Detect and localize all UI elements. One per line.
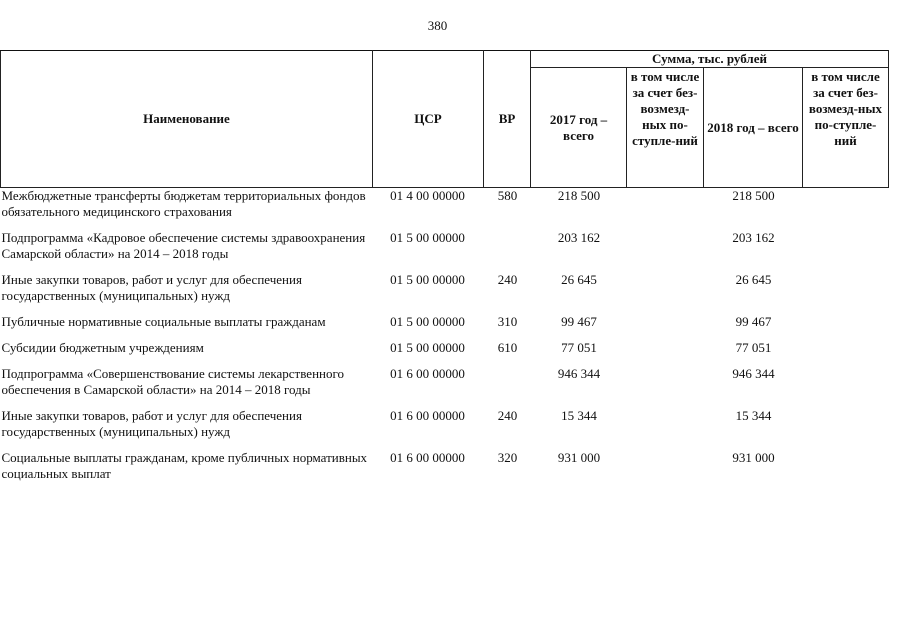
table-row — [1, 366, 889, 408]
table-row — [1, 230, 889, 272]
row-csr: 01 5 00 00000 — [390, 272, 465, 287]
row-2017-total: 99 467 — [561, 314, 597, 329]
row-2017-gratuitous — [627, 272, 704, 314]
row-2018-total: 15 344 — [735, 408, 772, 423]
row-2018-gratuitous — [803, 314, 889, 340]
row-csr: 01 6 00 00000 — [390, 408, 465, 423]
row-vr — [484, 230, 531, 272]
row-name: Межбюджетные трансферты бюджетам территориальных фондов обязательного медицинского страхования — [1, 188, 366, 219]
row-2017-gratuitous — [627, 408, 704, 450]
table-row — [1, 450, 889, 492]
header-csr: ЦСР — [373, 51, 484, 188]
row-csr: 01 5 00 00000 — [390, 230, 465, 245]
row-name: Иные закупки товаров, работ и услуг для обеспечения государственных (муниципальных) нужд — [1, 272, 302, 303]
row-2018-gratuitous — [803, 188, 889, 231]
row-vr: 240 — [497, 272, 518, 287]
header-2018-gratuitous: в том числе за счет без-возмезд-ных по-ступле-ний — [803, 68, 889, 188]
row-2018-gratuitous — [803, 366, 889, 408]
row-name: Социальные выплаты гражданам, кроме публичных нормативных социальных выплат — [1, 450, 368, 481]
header-sum: Сумма, тыс. рублей — [531, 51, 889, 68]
row-2018-total: 26 645 — [735, 272, 772, 287]
row-2017-gratuitous — [627, 450, 704, 492]
row-csr: 01 6 00 00000 — [390, 366, 465, 381]
row-2017-total: 218 500 — [557, 188, 601, 203]
budget-table — [0, 50, 889, 492]
row-csr: 01 5 00 00000 — [390, 314, 465, 329]
row-name: Публичные нормативные социальные выплаты гражданам — [1, 314, 326, 329]
table-row — [1, 272, 889, 314]
header-2017-total: 2017 год – всего — [531, 68, 627, 188]
row-csr: 01 6 00 00000 — [390, 450, 465, 465]
row-2018-total: 203 162 — [732, 230, 775, 245]
row-vr: 610 — [497, 340, 518, 355]
page-number: 380 — [427, 18, 448, 33]
row-2017-gratuitous — [627, 230, 704, 272]
row-name: Иные закупки товаров, работ и услуг для обеспечения государственных (муниципальных) нужд — [1, 408, 302, 439]
header-name: Наименование — [1, 51, 373, 188]
row-2018-total: 946 344 — [732, 366, 775, 381]
row-2017-total: 77 051 — [561, 340, 597, 355]
table-row — [1, 408, 889, 450]
row-2017-gratuitous — [627, 314, 704, 340]
row-2017-total: 931 000 — [557, 450, 601, 465]
row-2018-gratuitous — [803, 450, 889, 492]
row-csr: 01 5 00 00000 — [390, 340, 465, 355]
row-2018-gratuitous — [803, 272, 889, 314]
row-2017-gratuitous — [627, 366, 704, 408]
table-row — [1, 188, 889, 231]
row-2017-total: 26 645 — [561, 272, 597, 287]
row-2018-gratuitous — [803, 230, 889, 272]
row-vr — [484, 366, 531, 408]
row-vr: 320 — [497, 450, 518, 465]
row-2017-total: 15 344 — [561, 408, 597, 423]
row-2018-total: 218 500 — [732, 188, 775, 203]
row-2018-total: 77 051 — [735, 340, 772, 355]
row-csr: 01 4 00 00000 — [390, 188, 465, 203]
header-2018-total: 2018 год – всего — [704, 68, 803, 188]
row-name: Подпрограмма «Кадровое обеспечение системы здравоохранения Самарской области» на 2014 – 2018 годы — [1, 230, 366, 261]
row-vr: 310 — [497, 314, 518, 329]
row-name: Субсидии бюджетным учреждениям — [1, 340, 204, 355]
header-vr: ВР — [484, 51, 531, 188]
row-2018-gratuitous — [803, 408, 889, 450]
row-2018-total: 931 000 — [732, 450, 775, 465]
table-row — [1, 314, 889, 340]
row-2018-total: 99 467 — [735, 314, 772, 329]
row-vr: 580 — [497, 188, 518, 203]
row-vr: 240 — [497, 408, 518, 423]
row-2017-gratuitous — [627, 188, 704, 231]
header-2017-gratuitous: в том числе за счет без-возмезд-ных по-ступле-ний — [627, 68, 704, 188]
row-name: Подпрограмма «Совершенствование системы лекарственного обеспечения в Самарской области» на 2014 – 2018 годы — [1, 366, 344, 397]
row-2017-gratuitous — [627, 340, 704, 366]
row-2017-total: 946 344 — [557, 366, 601, 381]
row-2017-total: 203 162 — [557, 230, 601, 245]
row-2018-gratuitous — [803, 340, 889, 366]
table-row — [1, 340, 889, 366]
